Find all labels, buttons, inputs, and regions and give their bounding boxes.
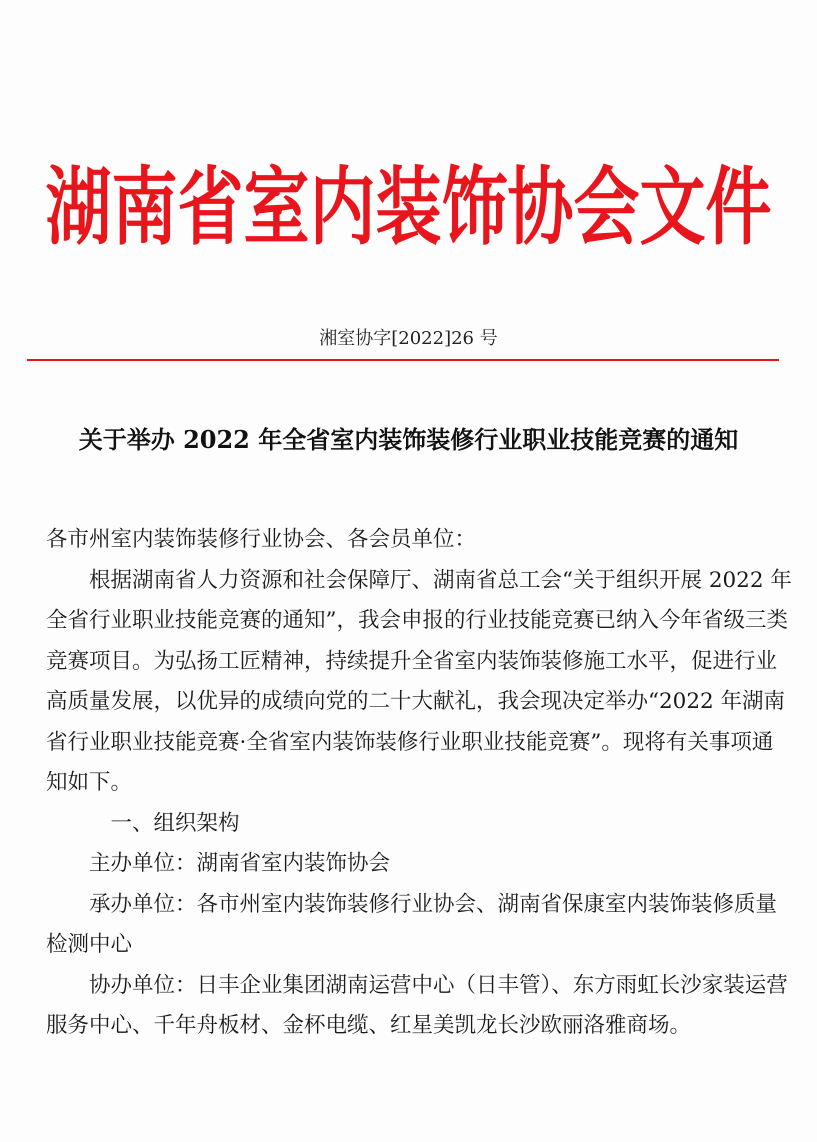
co-organizer-line: 协办单位：日丰企业集团湖南运营中心（日丰管）、东方雨虹长沙家装运营服务中心、千年舟板材、金杯电缆、红星美凯龙长沙欧丽洛雅商场。 [46, 972, 788, 1038]
notice-title: 关于举办 2022 年全省室内装饰装修行业职业技能竞赛的通知 [78, 425, 739, 454]
salutation: 各市州室内装饰装修行业协会、各会员单位： [46, 527, 477, 552]
letterhead-title: 湖南省室内装饰协会文件 [45, 158, 772, 258]
red-divider-line [27, 359, 779, 361]
paragraph-intro: 根据湖南省人力资源和社会保障厅、湖南省总工会“关于组织开展 2022 年全省行业职业技能竞赛的通知”，我会申报的行业技能竞赛已纳入今年省级三类竞赛项目。为弘扬工匠精神，持续提升全省室内装饰装修施工水平，促进行业高质量发展，以优异的成绩向党的二十大献礼，我会现决定举办“2022 年湖南省行业职业技能竞赛·全省室内装饰装修行业职业技能竞赛”。现将有关事项通知如下。 [46, 567, 792, 795]
organizer-line: 主办单位：湖南省室内装饰协会 [89, 851, 391, 876]
document-body [46, 520, 794, 1047]
section-heading-organization: 一、组织架构 [110, 810, 240, 836]
undertaker-line: 承办单位：各市州室内装饰装修行业协会、湖南省保康室内装饰装修质量检测中心 [46, 891, 778, 957]
document-number: 湘室协字[2022]26 号 [319, 328, 498, 349]
